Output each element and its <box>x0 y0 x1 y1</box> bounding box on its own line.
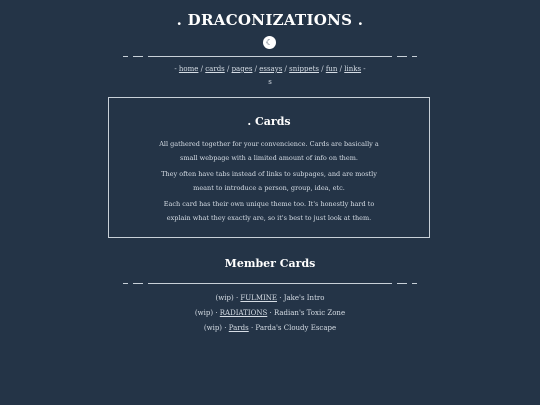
top-divider <box>0 54 540 60</box>
nav-link-home[interactable]: home <box>178 65 199 73</box>
member-separator: · <box>267 309 274 317</box>
site-title: . DRACONIZATIONS . <box>176 11 364 29</box>
nav-separator: / <box>224 65 232 73</box>
intro-paragraph: They often have tabs instead of links to subpages, and are mostly meant to introduce a person, group, idea, etc. <box>161 170 377 192</box>
member-status: (wip) <box>215 294 234 302</box>
nav-separator: / <box>337 65 345 73</box>
intro-card-heading: . Cards <box>247 115 291 128</box>
member-divider <box>0 281 540 287</box>
nav-link-cards[interactable]: cards <box>205 65 225 73</box>
nav-extra-text: s <box>268 78 272 86</box>
member-card-item <box>0 294 540 302</box>
member-card-item <box>0 324 540 332</box>
member-separator: · <box>277 294 284 302</box>
nav-prefix: - <box>174 65 179 73</box>
member-link-radiations[interactable]: RADIATIONS <box>219 309 268 317</box>
nav-link-fun[interactable]: fun <box>325 65 338 73</box>
intro-card <box>108 97 430 238</box>
nav-separator: / <box>319 65 326 73</box>
main-nav <box>0 65 540 73</box>
nav-link-pages[interactable]: pages <box>231 65 253 73</box>
member-status: (wip) <box>194 309 214 317</box>
nav-link-links[interactable]: links <box>344 65 362 73</box>
member-cards-heading: Member Cards <box>224 257 316 270</box>
member-description: Jake's Intro <box>283 294 325 302</box>
intro-paragraph: All gathered together for your convencience. Cards are basically a small webpage with a limited amount of info on them. <box>159 140 379 162</box>
nav-separator: / <box>198 65 206 73</box>
nav-suffix: - <box>361 65 366 73</box>
theme-toggle-moon-icon[interactable]: ☾ <box>263 36 276 49</box>
member-link-fulmine[interactable]: FULMINE <box>240 294 277 302</box>
member-separator: · <box>213 309 220 317</box>
intro-paragraph: Each card has their own unique theme too. It's honestly hard to explain what they exactly are, so it's best to just look at them. <box>163 200 375 222</box>
member-separator: · <box>248 324 256 332</box>
member-separator: · <box>222 324 229 332</box>
member-card-item <box>0 309 540 317</box>
nav-separator: / <box>282 65 290 73</box>
member-description: Radian's Toxic Zone <box>273 309 346 317</box>
nav-separator: / <box>252 65 260 73</box>
nav-link-essays[interactable]: essays <box>259 65 283 73</box>
member-separator: · <box>233 294 241 302</box>
member-link-pards[interactable]: Pards <box>228 324 249 332</box>
nav-link-snippets[interactable]: snippets <box>289 65 319 73</box>
member-description: Parda's Cloudy Escape <box>255 324 337 332</box>
member-status: (wip) <box>203 324 223 332</box>
